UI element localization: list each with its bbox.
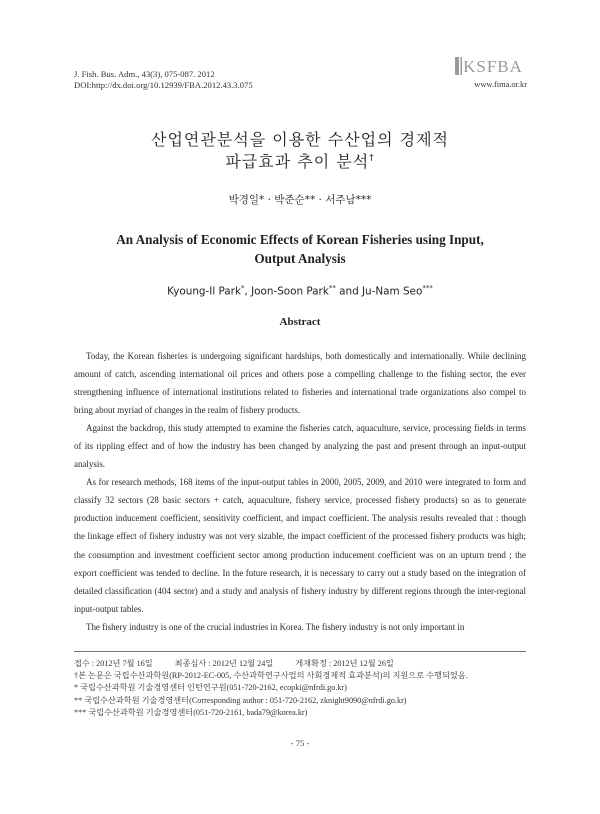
author-1-mark: * (240, 284, 245, 292)
abstract-paragraph: As for research methods, 168 items of the input-output tables in 2000, 2005, 2009, and 2010 were integrated to form and classify 32 sectors (28 basic sectors + catch, aquaculture, fishery service, processed fishery products) so as to generate production inducement coefficient, sensitivity coefficient, and impact coefficient. The analysis results revealed that : though the linkage effect of fishery industry was not very sizable, the impact coefficient of the processed fishery products was high; the consumption and investment coefficient sector among production inducement coefficient was on an upturn trend ; the export coefficient was tended to decline. In the future research, it is necessary to carry out a study based on the integration of detailed classification (404 sector) and a study and analysis of fishery industry by different regions through the inter-regional input-output tables. (74, 477, 526, 614)
logo-text: KSFBA (463, 57, 523, 76)
title-english-line1: An Analysis of Economic Effects of Korean Fisheries using Input, (116, 232, 484, 247)
journal-header (74, 69, 253, 91)
title-korean-line1: 산업연관분석을 이용한 수산업의 경제적 (150, 130, 449, 149)
abstract-heading: Abstract (279, 316, 321, 328)
author-1-name: Kyoung-Il Park (167, 285, 241, 298)
journal-website[interactable]: www.fima.or.kr (474, 80, 527, 89)
footnote-dates (74, 658, 534, 669)
title-korean-line2 (0, 149, 600, 172)
accepted-date: 게재확정 : 2012년 12월 26일 (295, 659, 394, 668)
abstract-body (74, 347, 526, 636)
footnote-funding: †본 논문은 국립수산과학원(RP-2012-EC-005, 수산과학연구사업의 사회경제적 효과분석)의 지원으로 수행되었음. (74, 671, 468, 680)
authors-korean: 박경일* · 박준순** · 서주남*** (228, 194, 372, 206)
authors-english (0, 284, 600, 297)
footnote-author-2: ** 국립수산과학원 기술경영센터(Corresponding author : 051-720-2162, zknight9090@nfrdi.go.kr) (74, 696, 407, 705)
journal-reference: J. Fish. Bus. Adm., 43(3), 075-087. 2012 (74, 69, 215, 79)
author-3-mark: *** (422, 284, 433, 292)
title-korean-line2-text: 파급효과 추이 분석 (225, 152, 370, 171)
page-number: - 75 - (290, 738, 310, 748)
author-3-name: and Ju-Nam Seo (335, 285, 423, 298)
ksfba-logo-graphic (455, 56, 525, 76)
footnote-author-3: *** 국립수산과학원 기술경영센터(051-720-2161, bada79@korea.kr) (74, 708, 308, 717)
author-2-mark: ** (328, 284, 336, 292)
title-dagger-mark: † (369, 153, 375, 164)
abstract-paragraph: The fishery industry is one of the crucial industries in Korea. The fishery industry is not only important in (86, 621, 465, 632)
author-2-name: , Joon-Soon Park (244, 285, 329, 298)
abstract-paragraph: Against the backdrop, this study attempted to examine the fisheries catch, aquaculture, service, processing fields in terms of its rippling effect and of how the industry has been changed by analyzing the past and present through an input-output analysis. (74, 423, 526, 470)
footnote-author-1: * 국립수산과학원 기술경영센터 인턴연구원(051-720-2162, ecopki@nfrdi.go.kr) (74, 683, 347, 692)
reviewed-date: 최종심사 : 2012년 12월 24일 (174, 659, 274, 668)
received-date: 접수 : 2012년 7월 16일 (74, 659, 153, 668)
abstract-paragraph: Today, the Korean fisheries is undergoing significant hardships, both domestically and internationally. While declining amount of catch, ascending international oil prices and others pose a compelling challenge to the fishing sector, the ever strengthening influence of international institutions related to fisheries and international trade organizations also compel to bring about myriad of changes in the realm of fishery products. (74, 351, 526, 416)
doi-link[interactable]: DOI:http://dx.doi.org/10.12939/FBA.2012.43.3.075 (74, 80, 253, 90)
footnote-divider (74, 651, 526, 652)
title-english-line2: Output Analysis (254, 251, 346, 266)
ksfba-logo (455, 56, 525, 76)
